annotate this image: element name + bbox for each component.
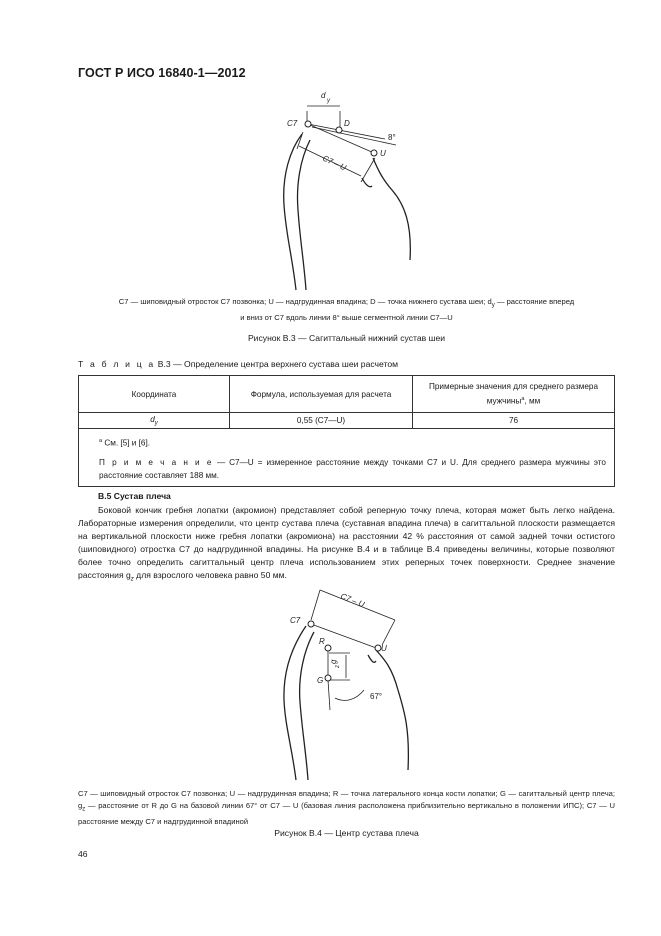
- table-footnote: $^а$ См. [5] и [6].: [79, 429, 615, 453]
- document-header: ГОСТ Р ИСО 16840-1—2012: [78, 66, 246, 80]
- fig-b4-gz-label: g: [329, 659, 338, 664]
- fig-b3-dy-sub: y: [327, 98, 330, 104]
- table-header-coordinate: Координата: [79, 376, 230, 413]
- fig-b3-c7-label: C7: [287, 119, 298, 128]
- figure-b4-caption: Рисунок B.4 — Центр сустава плеча: [274, 828, 419, 838]
- fig-b4-r-label: R: [319, 637, 325, 646]
- fig-b4-c7-label: C7: [290, 616, 301, 625]
- section-b5-paragraph: Боковой кончик гребня лопатки (акромион) представляет собой реперную точку плеча, которая может быть легко найдена. Лабораторные измерения определили, что центр сустава плеча (суставная впадина плеча) в сагиттальной плоскости размещается на вертикальной плоскости ниже гребня лопатки (акромиона) на расстоянии 42 % расстояния от самой задней точки остистого (шиповидного) отростка C7 до надгрудинной впадины. На рисунке B.4 и в таблице B.4 приведены величины, которые позволяют более точно определить сагиттальный центр плеча использованием этих реперных точек поверхности. Среднее значение расстояния $g_z$ для взрослого человека равно 50 мм.: [78, 505, 615, 583]
- table-cell-value: 76: [413, 413, 615, 429]
- table-cell-coord: $d_y$: [79, 413, 230, 429]
- fig-b3-u-label: U: [380, 149, 386, 158]
- fig-b3-c7u-label: C7 – U: [321, 153, 348, 173]
- fig-b4-angle-label: 67°: [370, 692, 383, 701]
- table-header-formula: Формула, используемая для расчета: [230, 376, 413, 413]
- fig-b3-d-label: D: [344, 119, 350, 128]
- fig-b3-dy-label: d: [321, 91, 326, 100]
- section-b5-heading: B.5 Сустав плеча: [98, 491, 171, 501]
- fig-b4-g-label: G: [317, 676, 324, 685]
- table-header-value: Примерные значения для среднего размера мужчины$^а$, мм: [413, 376, 615, 413]
- fig-b4-c7u-label: C7 – U: [339, 591, 366, 610]
- fig-b4-u-label: U: [381, 644, 387, 653]
- figure-b4-legend: C7 — шиповидный отросток C7 позвонка; U — надгрудинная впадина; R — точка латерального конца кости лопатки; G — сагиттальный центр плеча; $g_z$ — расстояние от R до G на базовой линии 67° от C7 — U (базовая линия расположена приблизительно вертикально в положении ИПС); C7 — U расстояние между C7 и надгрудинной впадиной: [78, 789, 615, 826]
- table-b3-caption: Т а б л и ц а B.3 — Определение центра верхнего сустава шеи расчетом: [78, 359, 399, 369]
- table-cell-formula: 0,55 (C7—U): [230, 413, 413, 429]
- page-number: 46: [78, 849, 88, 859]
- figure-b3-caption: Рисунок B.3 — Сагиттальный нижний сустав шеи: [247, 333, 446, 343]
- table-note: П р и м е ч а н и е — C7—U = измеренное расстояние между точками C7 и U. Для среднего размера мужчины это расстояние составляет 188 мм.: [79, 453, 615, 487]
- fig-b4-gz-sub: z: [335, 665, 341, 668]
- figure-b3-legend: C7 — шиповидный отросток C7 позвонка; U — надгрудинная впадина; D — точка нижнего сустава шеи; $d_y$ — расстояние вперед и вниз от C7 вдоль линии 8° выше сегментной линии C7—U: [118, 297, 575, 322]
- fig-b3-angle-label: 8°: [388, 133, 396, 142]
